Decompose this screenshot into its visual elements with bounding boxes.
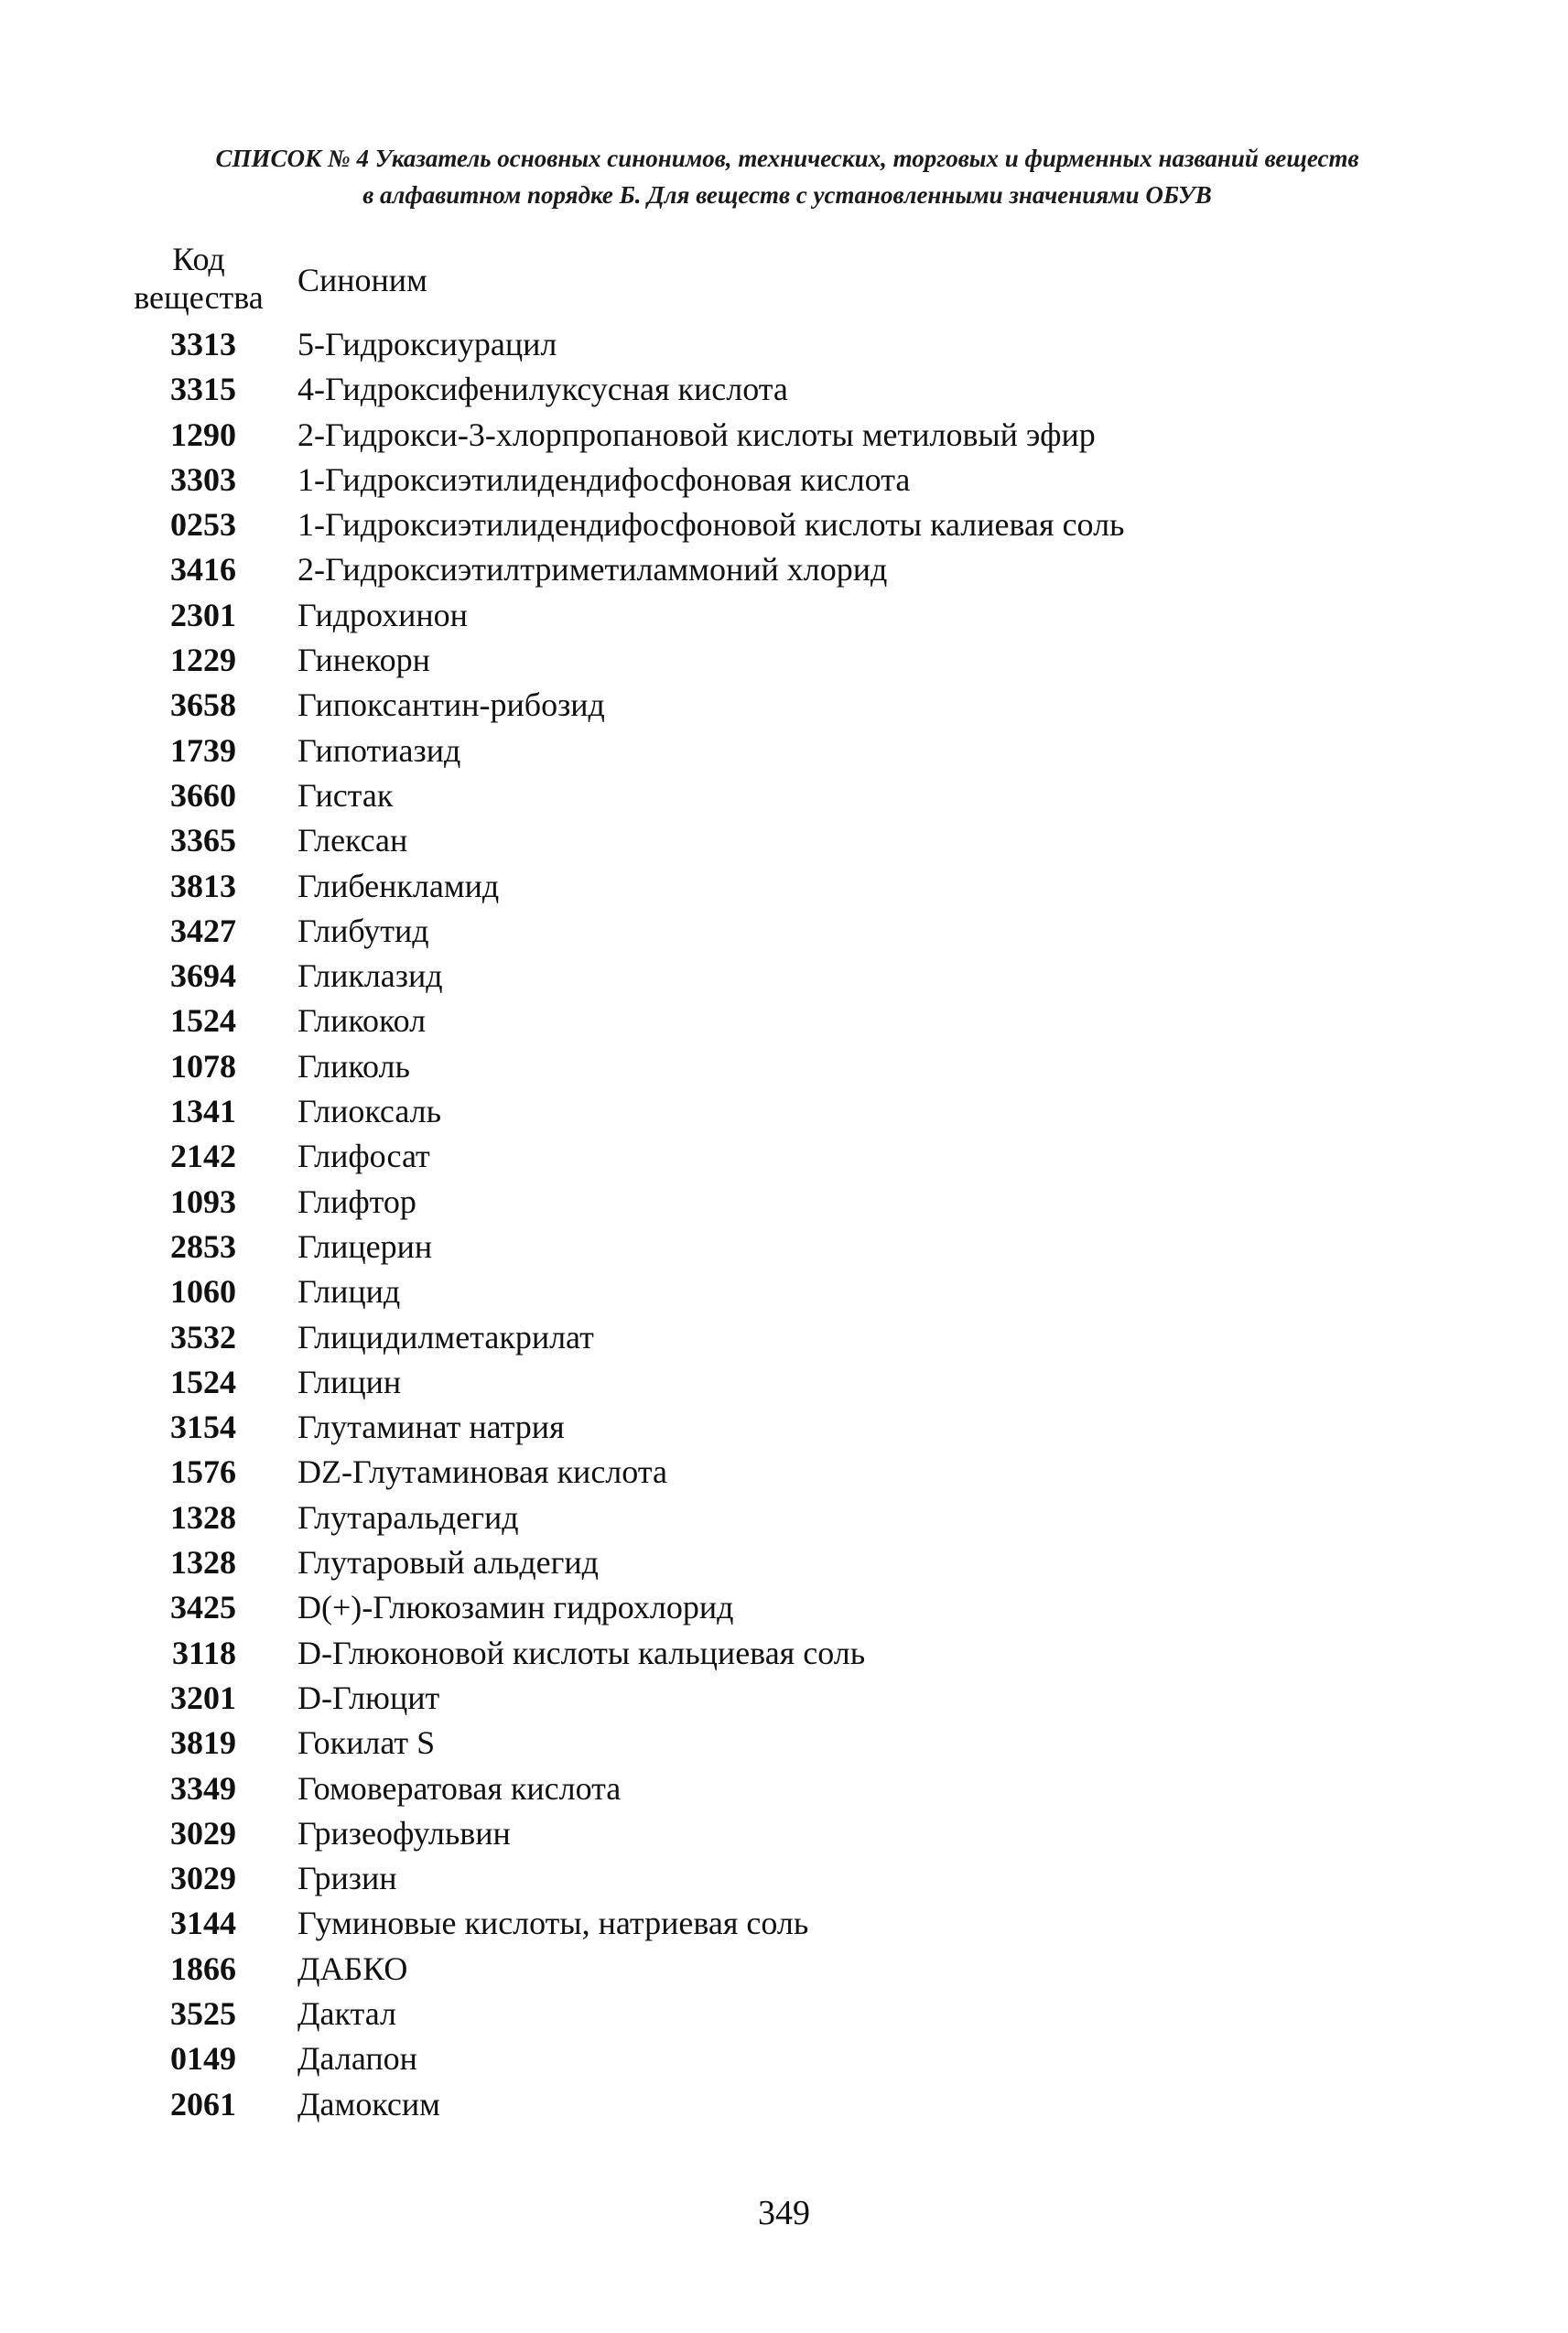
synonym-name: Гинекорн [297,642,430,679]
synonym-name: Глицид [297,1273,401,1311]
substance-code: 3416 [170,551,236,589]
synonym-name: Глутаминат натрия [297,1409,565,1446]
synonym-name: Гокилат S [297,1724,436,1762]
table-row [0,1495,1568,1539]
table-row [0,1043,1568,1088]
table-row [0,1630,1568,1675]
table-row [0,321,1568,366]
table-row [0,1539,1568,1584]
table-row [0,1584,1568,1629]
substance-code: 2142 [170,1138,236,1175]
substance-code: 1576 [170,1453,236,1491]
synonym-name: DZ-Глутаминовая кислота [297,1453,667,1491]
table-row [0,953,1568,998]
substance-code: 1078 [170,1047,236,1085]
synonym-name: 2-Гидроксиэтилтриметиламмоний хлорид [297,551,888,589]
synonym-name: Гистак [297,776,394,814]
table-row [0,1855,1568,1900]
substance-code: 3303 [170,460,236,498]
synonym-name: D-Глюконовой кислоты кальциевая соль [297,1634,866,1671]
synonym-name: D(+)-Глюкозамин гидрохлорид [297,1589,734,1626]
substance-code: 1328 [170,1498,236,1536]
synonym-name: Глибутид [297,912,429,949]
column-header-code [121,240,276,317]
substance-code: 1328 [170,1544,236,1582]
synonym-name: Дамоксим [297,2085,440,2122]
synonym-name: Глибенкламид [297,867,500,904]
synonym-name: 1-Гидроксиэтилидендифосфоновой кислоты калиевая соль [297,506,1125,544]
table-row [0,1766,1568,1810]
substance-code: 3819 [170,1724,236,1762]
synonym-table [0,321,1568,2126]
synonym-name: Гризин [297,1860,397,1897]
synonym-name: Глутаральдегид [297,1498,519,1536]
table-row [0,817,1568,862]
substance-code: 1739 [170,731,236,769]
table-row [0,1810,1568,1855]
substance-code: 3315 [170,371,236,408]
table-row [0,728,1568,772]
table-row [0,457,1568,502]
table-row [0,908,1568,953]
table-row [0,1088,1568,1133]
table-row [0,1720,1568,1765]
synonym-name: Далапон [297,2040,417,2078]
synonym-name: Гипоксантин-рибозид [297,686,605,724]
table-row [0,1404,1568,1449]
table-row [0,2081,1568,2126]
synonym-name: Глексан [297,822,408,859]
synonym-name: Гризеофульвин [297,1814,511,1852]
table-row [0,1179,1568,1224]
substance-code: 2301 [170,596,236,633]
table-row [0,2036,1568,2080]
table-row [0,1900,1568,1945]
table-row [0,1991,1568,2036]
synonym-name: Гипотиазид [297,731,461,769]
substance-code: 0149 [170,2040,236,2078]
table-row [0,863,1568,908]
table-row [0,1224,1568,1269]
synonym-name: 2-Гидрокси-3-хлорпропановой кислоты метиловый эфир [297,416,1096,453]
substance-code: 3427 [170,912,236,949]
substance-code: 3154 [170,1409,236,1446]
synonym-name: Гликлазид [297,957,443,995]
substance-code: 1524 [170,1363,236,1400]
table-row [0,1675,1568,1720]
substance-code: 3118 [171,1634,236,1671]
synonym-name: 4-Гидроксифенилуксусная кислота [297,371,788,408]
column-header-code-line2: вещества [134,279,264,316]
table-row [0,592,1568,637]
substance-code: 0253 [170,506,236,544]
list-header-line1: СПИСОК № 4 Указатель основных синонимов, технических, торговых и фирменных названий веществ [215,145,1359,172]
synonym-name: Глутаровый альдегид [297,1544,599,1582]
synonym-name: Глифтор [297,1183,416,1220]
table-row [0,546,1568,591]
substance-code: 1866 [170,1950,236,1987]
synonym-name: Глицин [297,1363,402,1400]
synonym-name: 1-Гидроксиэтилидендифосфоновая кислота [297,460,911,498]
substance-code: 3365 [170,822,236,859]
synonym-name: Глифосат [297,1138,430,1175]
column-header-code-line1: Код [172,241,225,277]
synonym-name: Гидрохинон [297,596,468,633]
substance-code: 3029 [170,1860,236,1897]
substance-code: 3525 [170,1994,236,2032]
substance-code: 3313 [170,326,236,362]
column-header-synonym: Синоним [297,262,427,298]
table-row [0,772,1568,817]
table-row [0,502,1568,546]
list-header-line2: в алфавитном порядке Б. Для веществ с установленными значениями ОБУВ [362,181,1212,209]
substance-code: 1290 [170,416,236,453]
table-row [0,1269,1568,1313]
substance-code: 3029 [170,1814,236,1852]
substance-code: 3349 [170,1769,236,1807]
substance-code: 1341 [170,1093,236,1130]
table-row [0,637,1568,682]
substance-code: 1229 [170,642,236,679]
list-header [146,140,1428,213]
table-row [0,1946,1568,1991]
synonym-name: D-Глюцит [297,1679,440,1716]
table-row [0,1449,1568,1494]
table-row [0,366,1568,411]
synonym-name: Гликокол [297,1002,427,1040]
substance-code: 1060 [170,1273,236,1311]
substance-code: 3425 [170,1589,236,1626]
substance-code: 1524 [170,1002,236,1040]
substance-code: 3694 [170,957,236,995]
substance-code: 3813 [170,867,236,904]
table-row [0,682,1568,727]
synonym-name: Глиоксаль [297,1093,442,1130]
substance-code: 3201 [170,1679,236,1716]
synonym-name: Глицидилметакрилат [297,1318,594,1356]
substance-code: 3532 [170,1318,236,1356]
synonym-name: Дактал [297,1994,396,2032]
page-number: 349 [758,2194,810,2232]
synonym-name: Гликоль [297,1047,410,1085]
substance-code: 1093 [170,1183,236,1220]
synonym-name: 5-Гидроксиурацил [297,326,557,362]
synonym-name: Гомовератовая кислота [297,1769,622,1807]
substance-code: 3660 [170,776,236,814]
synonym-name: Глицерин [297,1227,433,1265]
substance-code: 3658 [170,686,236,724]
table-row [0,412,1568,457]
table-row [0,998,1568,1042]
substance-code: 3144 [170,1905,236,1942]
synonym-name: ДАБКО [297,1950,408,1987]
table-row [0,1133,1568,1178]
substance-code: 2061 [170,2085,236,2122]
table-row [0,1314,1568,1359]
synonym-name: Гуминовые кислоты, натриевая соль [297,1905,809,1942]
substance-code: 2853 [170,1227,236,1265]
table-row [0,1359,1568,1404]
